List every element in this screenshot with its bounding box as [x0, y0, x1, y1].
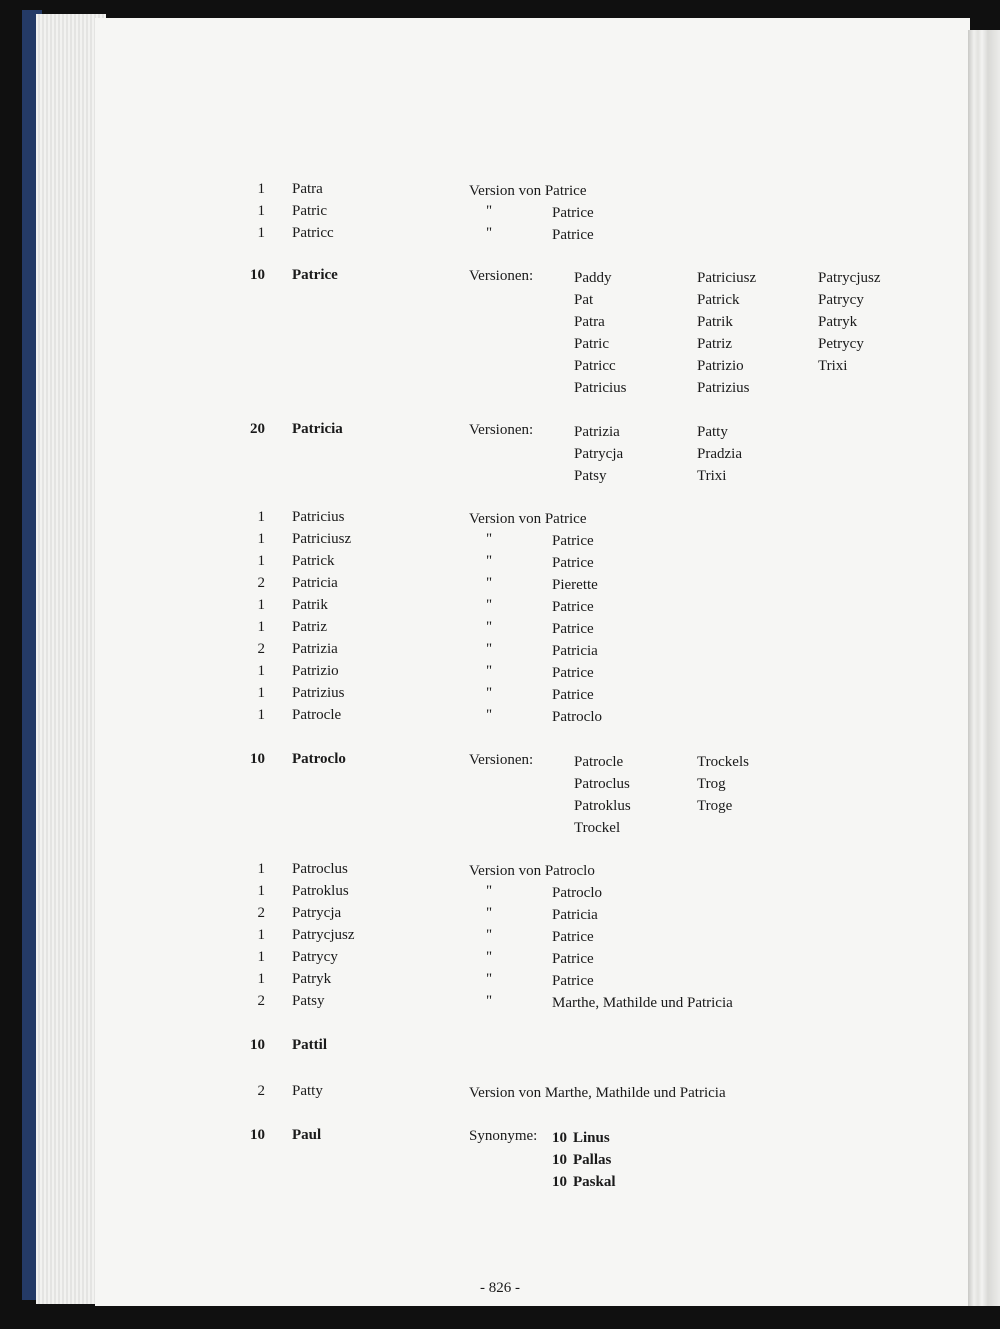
- entry-count: 1: [257, 971, 265, 987]
- variant-name: Patrik: [697, 314, 733, 330]
- variant-name: Patriz: [697, 336, 732, 352]
- variant-name: Patrycy: [818, 292, 864, 308]
- entry-count: 1: [257, 181, 265, 197]
- entry-count: 1: [257, 883, 265, 899]
- version-ref: Version von Marthe, Mathilde und Patricia: [469, 1085, 726, 1101]
- entry-name: Patrice: [292, 267, 338, 283]
- ditto-mark: ": [486, 663, 493, 679]
- version-ref: Version von Patrice: [469, 511, 587, 527]
- version-ref: Patroclo: [552, 885, 602, 901]
- entry-count: 1: [257, 509, 265, 525]
- entry-name: Patrocle: [292, 707, 342, 723]
- variant-name: Troge: [697, 798, 733, 814]
- entry-name: Patrycjusz: [292, 927, 355, 943]
- ditto-mark: ": [486, 905, 493, 921]
- variant-name: Pat: [574, 292, 594, 308]
- variant-name: Patrizio: [697, 358, 744, 374]
- entry-count: 1: [257, 707, 265, 723]
- entry-name: Patrycy: [292, 949, 338, 965]
- ditto-mark: ": [486, 531, 493, 547]
- entry-count: 2: [257, 641, 265, 657]
- entry-name: Patrycja: [292, 905, 342, 921]
- version-ref: Patroclo: [552, 709, 602, 725]
- entry-name: Patrizius: [292, 685, 345, 701]
- entry-name: Patricia: [292, 421, 343, 437]
- ditto-mark: ": [486, 883, 493, 899]
- entry-name: Patroclo: [292, 751, 346, 767]
- version-ref: Patrice: [552, 665, 594, 681]
- entry-name: Patsy: [292, 993, 325, 1009]
- entry-name: Patrik: [292, 597, 328, 613]
- entry-name: Patrizio: [292, 663, 339, 679]
- entry-count: 1: [257, 203, 265, 219]
- entry-count: 1: [257, 949, 265, 965]
- entry-name: Patricius: [292, 509, 345, 525]
- variant-name: Paddy: [574, 270, 612, 286]
- entry-count: 1: [257, 597, 265, 613]
- entry-name: Patrizia: [292, 641, 338, 657]
- variant-name: Patrizius: [697, 380, 750, 396]
- variant-name: Patriciusz: [697, 270, 757, 286]
- variant-name: Trockels: [697, 754, 749, 770]
- variant-name: Patrycja: [574, 446, 624, 462]
- variant-name: Patroclus: [574, 776, 630, 792]
- version-ref: Version von Patrice: [469, 183, 587, 199]
- variant-name: Trixi: [818, 358, 848, 374]
- entry-count: 2: [257, 993, 265, 1009]
- version-ref: Marthe, Mathilde und Patricia: [552, 995, 733, 1011]
- version-ref: Patrice: [552, 973, 594, 989]
- ditto-mark: ": [486, 597, 493, 613]
- variant-name: Patrocle: [574, 754, 624, 770]
- entry-name: Patrick: [292, 553, 335, 569]
- book-page: [95, 18, 970, 1306]
- synonym-name: Paskal: [573, 1174, 616, 1190]
- version-ref: Patrice: [552, 599, 594, 615]
- entry-count: 10: [250, 751, 265, 767]
- variant-name: Patra: [574, 314, 605, 330]
- entry-count: 1: [257, 861, 265, 877]
- ditto-mark: ": [486, 971, 493, 987]
- ditto-mark: ": [486, 927, 493, 943]
- variant-name: Petrycy: [818, 336, 864, 352]
- entry-count: 1: [257, 225, 265, 241]
- synonym-count: 10: [552, 1152, 567, 1168]
- variant-name: Patricius: [574, 380, 627, 396]
- entry-name: Paul: [292, 1127, 322, 1143]
- ditto-mark: ": [486, 707, 493, 723]
- version-ref: Patricia: [552, 907, 598, 923]
- entry-name: Patriz: [292, 619, 327, 635]
- entry-name: Patryk: [292, 971, 332, 987]
- ditto-mark: ": [486, 641, 493, 657]
- entry-label: Versionen:: [469, 268, 534, 284]
- variant-name: Patryk: [818, 314, 858, 330]
- variant-name: Pradzia: [697, 446, 742, 462]
- variant-name: Trockel: [574, 820, 621, 836]
- version-ref: Patricia: [552, 643, 598, 659]
- ditto-mark: ": [486, 575, 493, 591]
- entry-name: Patty: [292, 1083, 323, 1099]
- variant-name: Patroklus: [574, 798, 631, 814]
- entry-name: Patric: [292, 203, 327, 219]
- entry-label: Synonyme:: [469, 1128, 538, 1144]
- version-ref: Patrice: [552, 555, 594, 571]
- ditto-mark: ": [486, 225, 493, 241]
- entry-count: 2: [257, 575, 265, 591]
- entry-name: Patriciusz: [292, 531, 352, 547]
- entry-count: 10: [250, 267, 265, 283]
- version-ref: Patrice: [552, 205, 594, 221]
- version-ref: Version von Patroclo: [469, 863, 595, 879]
- page-number: - 826 -: [480, 1280, 520, 1296]
- entry-count: 10: [250, 1037, 265, 1053]
- synonym-count: 10: [552, 1174, 567, 1190]
- variant-name: Patric: [574, 336, 609, 352]
- variant-name: Patty: [697, 424, 728, 440]
- version-ref: Patrice: [552, 533, 594, 549]
- ditto-mark: ": [486, 619, 493, 635]
- entry-count: 10: [250, 1127, 265, 1143]
- ditto-mark: ": [486, 949, 493, 965]
- entry-count: 2: [257, 1083, 265, 1099]
- variant-name: Patrizia: [574, 424, 620, 440]
- entry-name: Pattil: [292, 1037, 327, 1053]
- entry-count: 1: [257, 927, 265, 943]
- version-ref: Pierette: [552, 577, 598, 593]
- variant-name: Patrick: [697, 292, 740, 308]
- entry-name: Patricia: [292, 575, 338, 591]
- variant-name: Trixi: [697, 468, 727, 484]
- variant-name: Patrycjusz: [818, 270, 881, 286]
- entry-label: Versionen:: [469, 422, 534, 438]
- version-ref: Patrice: [552, 929, 594, 945]
- entry-name: Patroclus: [292, 861, 348, 877]
- version-ref: Patrice: [552, 687, 594, 703]
- entry-count: 20: [250, 421, 265, 437]
- ditto-mark: ": [486, 203, 493, 219]
- ditto-mark: ": [486, 993, 493, 1009]
- entry-label: Versionen:: [469, 752, 534, 768]
- version-ref: Patrice: [552, 621, 594, 637]
- synonym-count: 10: [552, 1130, 567, 1146]
- ditto-mark: ": [486, 553, 493, 569]
- variant-name: Patsy: [574, 468, 607, 484]
- version-ref: Patrice: [552, 227, 594, 243]
- entry-count: 1: [257, 531, 265, 547]
- synonym-name: Pallas: [573, 1152, 612, 1168]
- variant-name: Trog: [697, 776, 726, 792]
- entry-count: 1: [257, 553, 265, 569]
- entry-count: 1: [257, 663, 265, 679]
- entry-count: 2: [257, 905, 265, 921]
- synonym-name: Linus: [573, 1130, 610, 1146]
- entry-count: 1: [257, 619, 265, 635]
- variant-name: Patricc: [574, 358, 616, 374]
- entry-name: Patricc: [292, 225, 334, 241]
- version-ref: Patrice: [552, 951, 594, 967]
- entry-name: Patroklus: [292, 883, 349, 899]
- entry-count: 1: [257, 685, 265, 701]
- entry-name: Patra: [292, 181, 323, 197]
- next-page-edge: [968, 30, 1000, 1306]
- ditto-mark: ": [486, 685, 493, 701]
